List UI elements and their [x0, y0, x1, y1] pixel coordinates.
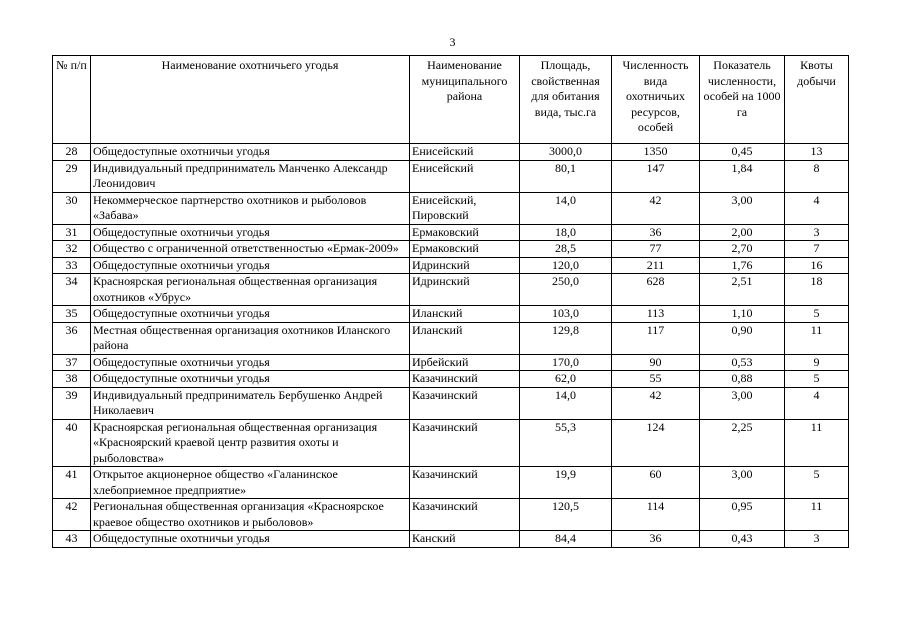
quota-value: 3 [785, 224, 849, 241]
area-value: 3000,0 [520, 144, 612, 161]
count-value: 211 [612, 257, 700, 274]
count-value: 77 [612, 241, 700, 258]
quota-value: 5 [785, 371, 849, 388]
count-value: 42 [612, 387, 700, 419]
area-value: 84,4 [520, 531, 612, 548]
table-row [53, 306, 849, 323]
density-value: 0,88 [700, 371, 785, 388]
district-name: Енисейский [410, 144, 520, 161]
density-value: 1,84 [700, 160, 785, 192]
count-value: 113 [612, 306, 700, 323]
quota-value: 4 [785, 387, 849, 419]
ground-name: Некоммерческое партнерство охотников и рыболовов «Забава» [91, 192, 410, 224]
row-number: 28 [53, 144, 91, 161]
row-number: 38 [53, 371, 91, 388]
table-row [53, 322, 849, 354]
hunting-grounds-table [52, 55, 849, 548]
count-value: 36 [612, 531, 700, 548]
row-number: 39 [53, 387, 91, 419]
area-value: 62,0 [520, 371, 612, 388]
area-value: 80,1 [520, 160, 612, 192]
count-value: 1350 [612, 144, 700, 161]
header-number: № п/п [53, 56, 91, 144]
density-value: 2,70 [700, 241, 785, 258]
district-name: Канский [410, 531, 520, 548]
table-header-row [53, 56, 849, 144]
density-value: 1,10 [700, 306, 785, 323]
district-name: Идринский [410, 274, 520, 306]
table-row [53, 467, 849, 499]
table-row [53, 387, 849, 419]
quota-value: 11 [785, 322, 849, 354]
density-value: 0,43 [700, 531, 785, 548]
row-number: 35 [53, 306, 91, 323]
table-row [53, 144, 849, 161]
quota-value: 11 [785, 499, 849, 531]
district-name: Идринский [410, 257, 520, 274]
density-value: 0,45 [700, 144, 785, 161]
table-row [53, 274, 849, 306]
quota-value: 8 [785, 160, 849, 192]
district-name: Казачинский [410, 371, 520, 388]
ground-name: Индивидуальный предприниматель Манченко Александр Леонидович [91, 160, 410, 192]
ground-name: Общество с ограниченной ответственностью «Ермак-2009» [91, 241, 410, 258]
ground-name: Региональная общественная организация «Красноярское краевое общество охотников и рыболовов» [91, 499, 410, 531]
table-row [53, 499, 849, 531]
header-district: Наименование муниципального района [410, 56, 520, 144]
table-row [53, 257, 849, 274]
district-name: Казачинский [410, 499, 520, 531]
count-value: 55 [612, 371, 700, 388]
quota-value: 18 [785, 274, 849, 306]
header-quota: Квоты добычи [785, 56, 849, 144]
row-number: 33 [53, 257, 91, 274]
count-value: 42 [612, 192, 700, 224]
density-value: 2,00 [700, 224, 785, 241]
ground-name: Местная общественная организация охотников Иланского района [91, 322, 410, 354]
area-value: 14,0 [520, 192, 612, 224]
ground-name: Красноярская региональная общественная организация охотников «Убрус» [91, 274, 410, 306]
table-row [53, 160, 849, 192]
quota-value: 11 [785, 419, 849, 467]
quota-value: 3 [785, 531, 849, 548]
district-name: Ермаковский [410, 224, 520, 241]
row-number: 40 [53, 419, 91, 467]
district-name: Ермаковский [410, 241, 520, 258]
area-value: 170,0 [520, 354, 612, 371]
row-number: 43 [53, 531, 91, 548]
area-value: 28,5 [520, 241, 612, 258]
area-value: 14,0 [520, 387, 612, 419]
district-name: Казачинский [410, 467, 520, 499]
row-number: 37 [53, 354, 91, 371]
table-row [53, 224, 849, 241]
row-number: 30 [53, 192, 91, 224]
density-value: 3,00 [700, 387, 785, 419]
row-number: 32 [53, 241, 91, 258]
quota-value: 7 [785, 241, 849, 258]
quota-value: 5 [785, 467, 849, 499]
district-name: Иланский [410, 306, 520, 323]
row-number: 36 [53, 322, 91, 354]
ground-name: Общедоступные охотничьи угодья [91, 371, 410, 388]
table-row [53, 354, 849, 371]
count-value: 628 [612, 274, 700, 306]
count-value: 117 [612, 322, 700, 354]
table-row [53, 241, 849, 258]
row-number: 42 [53, 499, 91, 531]
area-value: 120,5 [520, 499, 612, 531]
quota-value: 16 [785, 257, 849, 274]
quota-value: 9 [785, 354, 849, 371]
density-value: 0,90 [700, 322, 785, 354]
district-name: Казачинский [410, 419, 520, 467]
row-number: 31 [53, 224, 91, 241]
ground-name: Общедоступные охотничьи угодья [91, 306, 410, 323]
row-number: 41 [53, 467, 91, 499]
table-row [53, 419, 849, 467]
table-row [53, 531, 849, 548]
table-body [53, 144, 849, 548]
count-value: 147 [612, 160, 700, 192]
table-row [53, 371, 849, 388]
density-value: 2,25 [700, 419, 785, 467]
area-value: 55,3 [520, 419, 612, 467]
ground-name: Общедоступные охотничьи угодья [91, 354, 410, 371]
ground-name: Индивидуальный предприниматель Бербушенко Андрей Николаевич [91, 387, 410, 419]
header-count: Численность вида охотничьих ресурсов, особей [612, 56, 700, 144]
density-value: 3,00 [700, 467, 785, 499]
count-value: 90 [612, 354, 700, 371]
page-number: 3 [449, 35, 456, 49]
ground-name: Красноярская региональная общественная организация «Красноярский краевой центр развития охоты и рыболовства» [91, 419, 410, 467]
ground-name: Общедоступные охотничьи угодья [91, 144, 410, 161]
density-value: 1,76 [700, 257, 785, 274]
ground-name: Открытое акционерное общество «Галанинское хлебоприемное предприятие» [91, 467, 410, 499]
header-density: Показатель численности, особей на 1000 га [700, 56, 785, 144]
header-ground-name: Наименование охотничьего угодья [91, 56, 410, 144]
district-name: Иланский [410, 322, 520, 354]
density-value: 3,00 [700, 192, 785, 224]
ground-name: Общедоступные охотничьи угодья [91, 224, 410, 241]
area-value: 18,0 [520, 224, 612, 241]
count-value: 124 [612, 419, 700, 467]
area-value: 129,8 [520, 322, 612, 354]
quota-value: 13 [785, 144, 849, 161]
area-value: 19,9 [520, 467, 612, 499]
area-value: 120,0 [520, 257, 612, 274]
count-value: 60 [612, 467, 700, 499]
count-value: 36 [612, 224, 700, 241]
header-area: Площадь, свойственная для обитания вида, тыс.га [520, 56, 612, 144]
table-row [53, 192, 849, 224]
row-number: 34 [53, 274, 91, 306]
district-name: Ирбейский [410, 354, 520, 371]
district-name: Енисейский [410, 160, 520, 192]
count-value: 114 [612, 499, 700, 531]
quota-value: 5 [785, 306, 849, 323]
ground-name: Общедоступные охотничьи угодья [91, 531, 410, 548]
area-value: 103,0 [520, 306, 612, 323]
district-name: Енисейский, Пировский [410, 192, 520, 224]
density-value: 0,95 [700, 499, 785, 531]
density-value: 2,51 [700, 274, 785, 306]
density-value: 0,53 [700, 354, 785, 371]
area-value: 250,0 [520, 274, 612, 306]
ground-name: Общедоступные охотничьи угодья [91, 257, 410, 274]
row-number: 29 [53, 160, 91, 192]
quota-value: 4 [785, 192, 849, 224]
district-name: Казачинский [410, 387, 520, 419]
